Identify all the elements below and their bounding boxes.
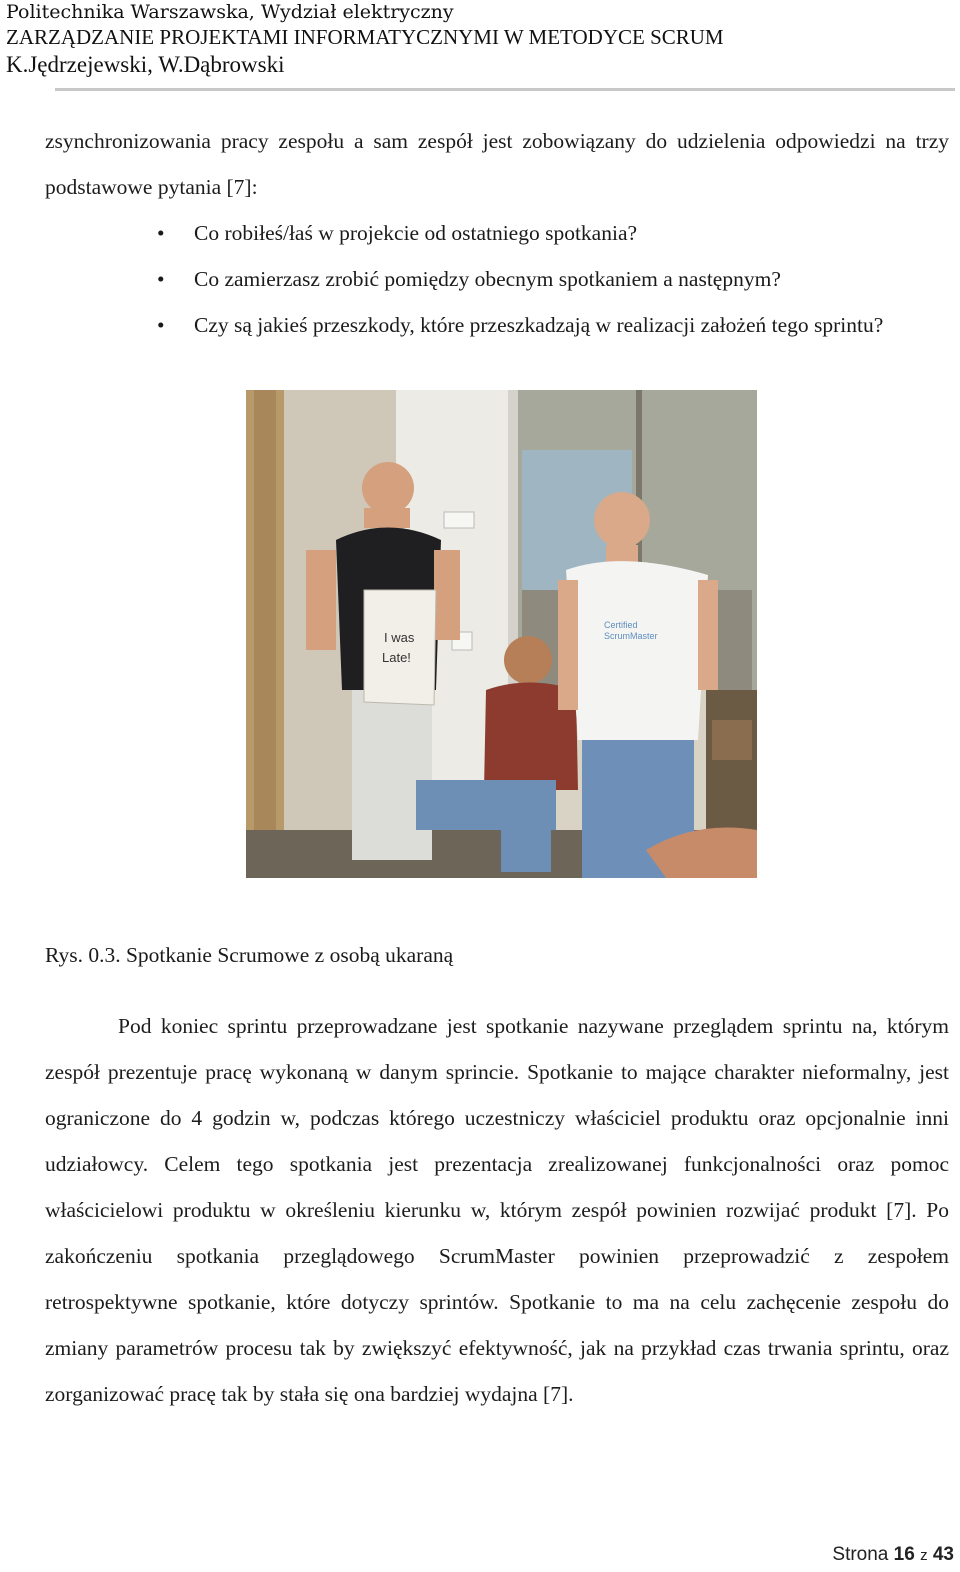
shirt-text-line1: Certified <box>604 620 638 630</box>
list-item <box>45 302 949 348</box>
list-item-text: Co zamierzasz zrobić pomiędzy obecnym spotkaniem a następnym? <box>194 267 781 291</box>
bullet-icon: • <box>157 221 165 245</box>
main-paragraph-container <box>45 1003 949 1417</box>
page-of: z <box>920 1547 928 1564</box>
shirt-text-line2: ScrumMaster <box>604 631 658 641</box>
intro-paragraph: zsynchronizowania pracy zespołu a sam zespół jest zobowiązany do udzielenia odpowiedzi na trzy podstawowe pytania [7]: <box>45 129 949 199</box>
list-item <box>45 210 949 256</box>
header-document-title: ZARZĄDZANIE PROJEKTAMI INFORMATYCZNYMI W METODYCE SCRUM <box>6 25 724 49</box>
header-divider <box>55 88 955 91</box>
list-item <box>45 256 949 302</box>
bag-text-line1: I was <box>384 630 415 645</box>
questions-list <box>45 210 949 348</box>
bullet-icon: • <box>157 313 165 337</box>
bag-text-line2: Late! <box>382 650 411 665</box>
page-header <box>6 0 956 80</box>
page-total: 43 <box>932 1544 954 1565</box>
photo-illustration <box>246 390 757 878</box>
list-item-text: Co robiłeś/łaś w projekcie od ostatniego spotkania? <box>194 221 638 245</box>
figure-photo <box>246 390 757 878</box>
page-content <box>45 118 949 348</box>
header-university: Politechnika Warszawska, Wydział elektryczny <box>6 1 454 23</box>
header-authors: K.Jędrzejewski, W.Dąbrowski <box>6 52 285 77</box>
page-footer <box>832 1542 954 1569</box>
main-paragraph: Pod koniec sprintu przeprowadzane jest spotkanie nazywane przeglądem sprintu na, którym zespół prezentuje pracę wykonaną w danym sprincie. Spotkanie to mające charakter nieformalny, jest ograniczone do 4 godzin w, podczas którego uczestniczy właściciel produktu oraz opcjonalnie inni udziałowcy. Celem tego spotkania jest prezentacja zrealizowanej funkcjonalności oraz pomoc właścicielowi produktu w określeniu kierunku w, którym zespół powinien rozwijać produkt [7]. Po zakończeniu spotkania przeglądowego ScrumMaster powinien przeprowadzić z zespołem retrospektywne spotkanie, które dotyczy sprintów. Spotkanie to ma na celu zachęcenie zespołu do zmiany parametrów procesu tak by zwiększyć efektywność, jak na przykład czas trwania sprintu, oraz zorganizować pracę tak by stała się ona bardziej wydajna [7]. <box>45 1014 949 1406</box>
figure-caption: Rys. 0.3. Spotkanie Scrumowe z osobą ukaraną <box>45 943 454 967</box>
list-item-text: Czy są jakieś przeszkody, które przeszkadzają w realizacji założeń tego sprintu? <box>194 313 884 337</box>
bullet-icon: • <box>157 267 165 291</box>
page-label: Strona <box>832 1544 889 1565</box>
page-current: 16 <box>893 1544 915 1565</box>
